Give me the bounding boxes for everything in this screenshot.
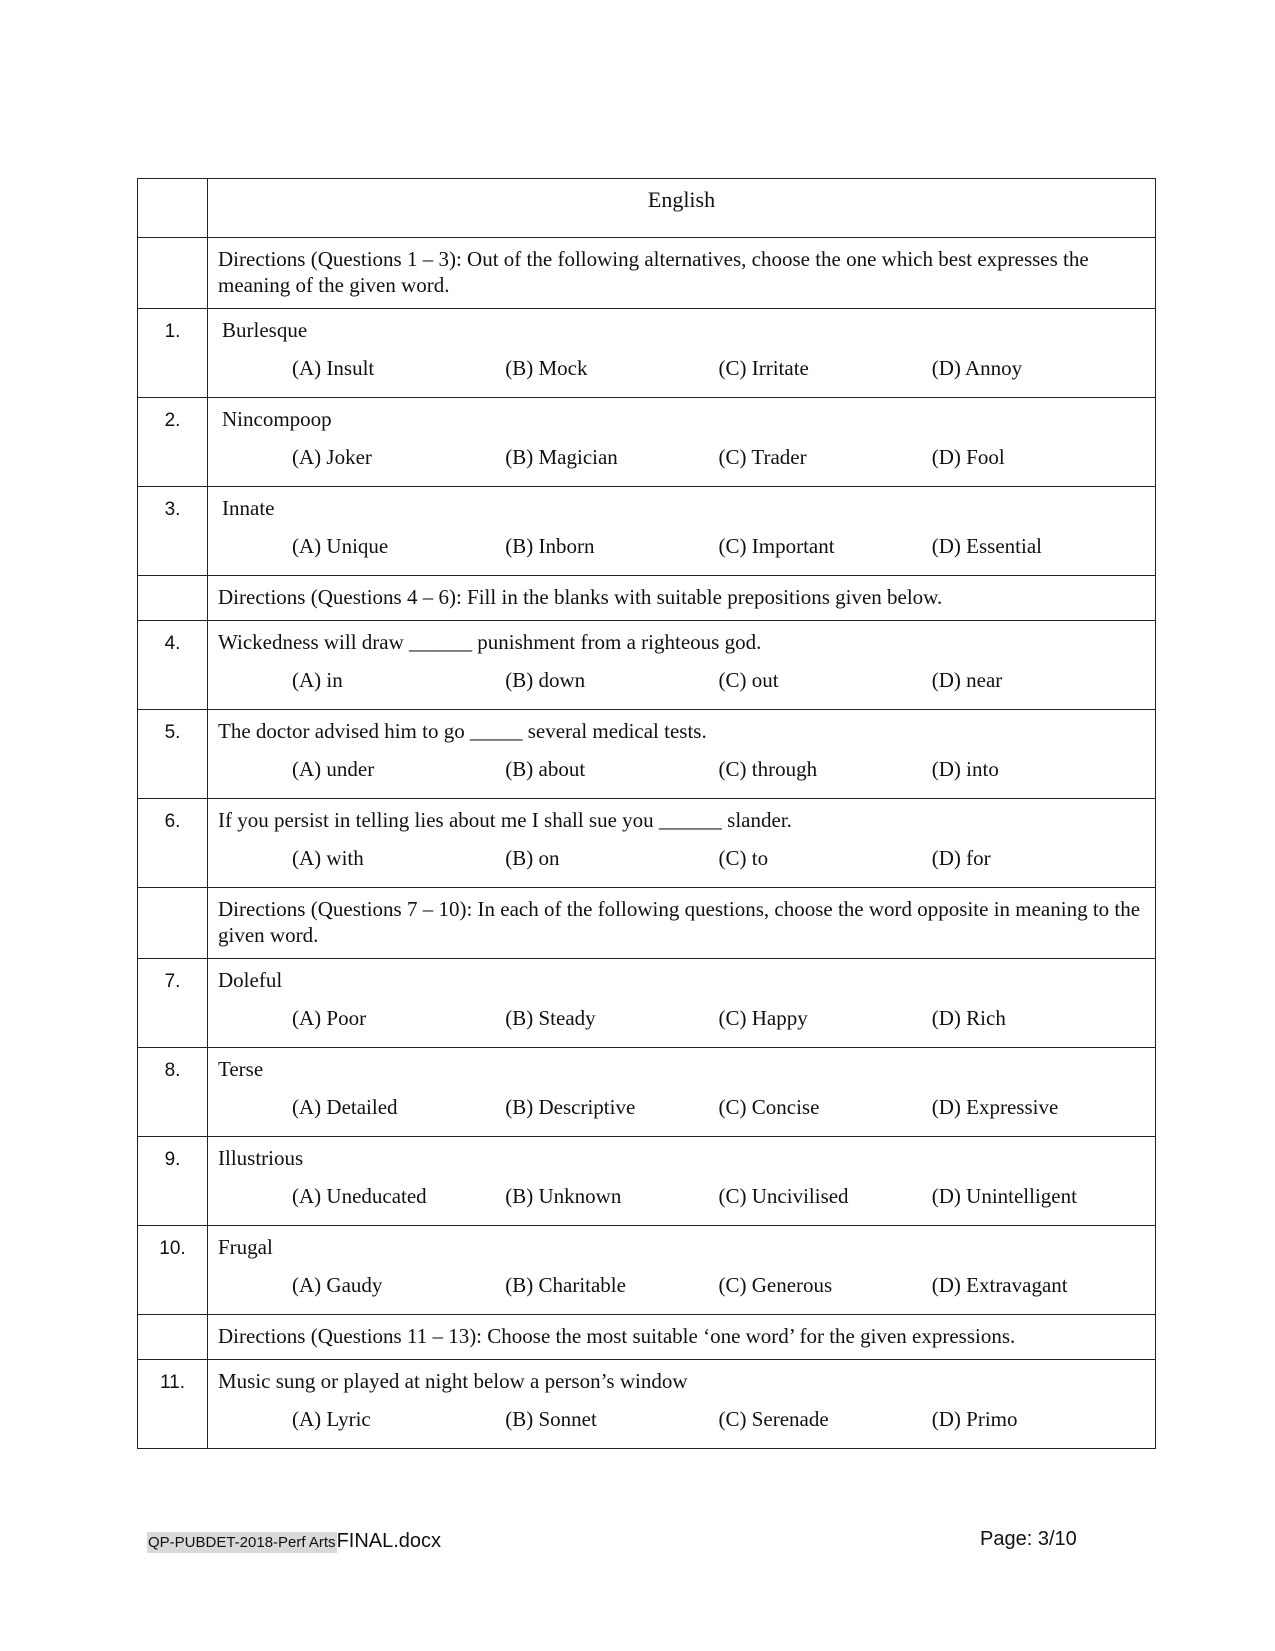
blank-number-cell bbox=[138, 238, 208, 309]
question-body bbox=[208, 1048, 1156, 1137]
question-text: Innate bbox=[222, 496, 275, 520]
question-number: 11. bbox=[138, 1360, 208, 1449]
question-row bbox=[138, 1226, 1156, 1315]
question-body bbox=[208, 309, 1156, 398]
answer-options bbox=[218, 845, 1145, 871]
answer-option: (B) Descriptive bbox=[505, 1095, 636, 1119]
answer-option: (C) Concise bbox=[718, 1095, 820, 1119]
directions-text: Directions (Questions 11 – 13): Choose the most suitable ‘one word’ for the given expressions. bbox=[208, 1315, 1156, 1360]
question-body bbox=[208, 1360, 1156, 1449]
question-text: The doctor advised him to go _____ several medical tests. bbox=[218, 719, 707, 743]
blank-number-cell bbox=[138, 1315, 208, 1360]
directions-text: Directions (Questions 4 – 6): Fill in the blanks with suitable prepositions given below. bbox=[208, 576, 1156, 621]
question-row bbox=[138, 1137, 1156, 1226]
question-row bbox=[138, 710, 1156, 799]
answer-options bbox=[218, 1272, 1145, 1298]
question-number: 2. bbox=[138, 398, 208, 487]
answer-options bbox=[218, 1094, 1145, 1120]
question-body bbox=[208, 487, 1156, 576]
question-table bbox=[137, 178, 1156, 1449]
directions-text: Directions (Questions 7 – 10): In each of the following questions, choose the word opposite in meaning to the given word. bbox=[208, 888, 1156, 959]
question-text: If you persist in telling lies about me I shall sue you ______ slander. bbox=[218, 808, 792, 832]
answer-option: (B) Mock bbox=[505, 356, 588, 380]
answer-option: (A) Uneducated bbox=[292, 1184, 427, 1208]
answer-option: (D) near bbox=[931, 668, 1003, 692]
answer-option: (A) Detailed bbox=[292, 1095, 398, 1119]
answer-option: (D) Unintelligent bbox=[931, 1184, 1077, 1208]
question-text: Wickedness will draw ______ punishment from a righteous god. bbox=[218, 630, 762, 654]
question-body bbox=[208, 710, 1156, 799]
question-number: 10. bbox=[138, 1226, 208, 1315]
question-row bbox=[138, 487, 1156, 576]
answer-option: (A) in bbox=[292, 668, 343, 692]
question-number: 1. bbox=[138, 309, 208, 398]
answer-option: (A) Lyric bbox=[292, 1407, 371, 1431]
answer-option: (D) Primo bbox=[931, 1407, 1018, 1431]
answer-option: (C) Generous bbox=[718, 1273, 833, 1297]
question-text: Burlesque bbox=[222, 318, 308, 342]
answer-option: (B) down bbox=[505, 668, 586, 692]
question-body bbox=[208, 1226, 1156, 1315]
answer-option: (B) Steady bbox=[505, 1006, 596, 1030]
answer-option: (B) Charitable bbox=[505, 1273, 626, 1297]
question-text: Illustrious bbox=[218, 1146, 304, 1170]
answer-option: (C) to bbox=[718, 846, 769, 870]
answer-options bbox=[218, 1005, 1145, 1031]
subject-title: English bbox=[208, 179, 1156, 238]
question-text: Music sung or played at night below a person’s window bbox=[218, 1369, 688, 1393]
answer-options bbox=[218, 355, 1145, 381]
question-row bbox=[138, 1048, 1156, 1137]
answer-options bbox=[218, 1183, 1145, 1209]
directions-row bbox=[138, 1315, 1156, 1360]
blank-number-cell bbox=[138, 179, 208, 238]
answer-option: (B) Unknown bbox=[505, 1184, 622, 1208]
directions-text: Directions (Questions 1 – 3): Out of the following alternatives, choose the one which best expresses the meaning of the given word. bbox=[208, 238, 1156, 309]
question-number: 4. bbox=[138, 621, 208, 710]
question-text: Frugal bbox=[218, 1235, 273, 1259]
question-row bbox=[138, 309, 1156, 398]
question-text: Terse bbox=[218, 1057, 264, 1081]
answer-option: (C) Irritate bbox=[718, 356, 809, 380]
blank-number-cell bbox=[138, 888, 208, 959]
question-number: 9. bbox=[138, 1137, 208, 1226]
question-number: 6. bbox=[138, 799, 208, 888]
answer-option: (C) out bbox=[718, 668, 779, 692]
question-text: Doleful bbox=[218, 968, 283, 992]
answer-option: (A) Poor bbox=[292, 1006, 367, 1030]
question-row bbox=[138, 959, 1156, 1048]
question-number: 8. bbox=[138, 1048, 208, 1137]
answer-option: (C) Serenade bbox=[718, 1407, 829, 1431]
question-body bbox=[208, 799, 1156, 888]
answer-options bbox=[218, 1406, 1145, 1432]
answer-option: (D) into bbox=[931, 757, 999, 781]
answer-option: (A) Insult bbox=[292, 356, 375, 380]
directions-row bbox=[138, 888, 1156, 959]
question-row bbox=[138, 1360, 1156, 1449]
answer-option: (D) Expressive bbox=[931, 1095, 1059, 1119]
answer-option: (D) Extravagant bbox=[931, 1273, 1068, 1297]
answer-option: (D) for bbox=[931, 846, 991, 870]
answer-option: (B) on bbox=[505, 846, 560, 870]
answer-option: (B) about bbox=[505, 757, 586, 781]
footer-filename bbox=[147, 1530, 441, 1553]
answer-option: (B) Inborn bbox=[505, 534, 595, 558]
question-row bbox=[138, 398, 1156, 487]
answer-option: (C) Happy bbox=[718, 1006, 808, 1030]
file-tag: QP-PUBDET-2018-Perf Arts bbox=[148, 1534, 336, 1551]
answer-option: (A) under bbox=[292, 757, 375, 781]
question-number: 3. bbox=[138, 487, 208, 576]
answer-option: (C) through bbox=[718, 757, 818, 781]
question-table-body bbox=[138, 179, 1156, 1449]
answer-option: (A) Joker bbox=[292, 445, 372, 469]
subject-header-row bbox=[138, 179, 1156, 238]
directions-row bbox=[138, 238, 1156, 309]
question-body bbox=[208, 1137, 1156, 1226]
answer-option: (A) Gaudy bbox=[292, 1273, 383, 1297]
question-body bbox=[208, 621, 1156, 710]
answer-option: (C) Important bbox=[718, 534, 835, 558]
question-number: 7. bbox=[138, 959, 208, 1048]
answer-option: (D) Fool bbox=[931, 445, 1005, 469]
question-text: Nincompoop bbox=[222, 407, 332, 431]
answer-option: (C) Trader bbox=[718, 445, 807, 469]
answer-options bbox=[218, 444, 1145, 470]
answer-options bbox=[218, 667, 1145, 693]
question-row bbox=[138, 799, 1156, 888]
answer-option: (D) Rich bbox=[931, 1006, 1006, 1030]
answer-option: (B) Sonnet bbox=[505, 1407, 597, 1431]
answer-option: (D) Essential bbox=[931, 534, 1042, 558]
answer-option: (D) Annoy bbox=[931, 356, 1023, 380]
answer-options bbox=[218, 533, 1145, 559]
question-number: 5. bbox=[138, 710, 208, 799]
answer-option: (A) Unique bbox=[292, 534, 389, 558]
answer-option: (B) Magician bbox=[505, 445, 618, 469]
answer-option: (A) with bbox=[292, 846, 364, 870]
answer-options bbox=[218, 756, 1145, 782]
blank-number-cell bbox=[138, 576, 208, 621]
directions-row bbox=[138, 576, 1156, 621]
answer-option: (C) Uncivilised bbox=[718, 1184, 849, 1208]
question-row bbox=[138, 621, 1156, 710]
question-body bbox=[208, 959, 1156, 1048]
file-suffix: FINAL.docx bbox=[336, 1530, 442, 1552]
question-body bbox=[208, 398, 1156, 487]
page-number: Page: 3/10 bbox=[980, 1528, 1077, 1550]
